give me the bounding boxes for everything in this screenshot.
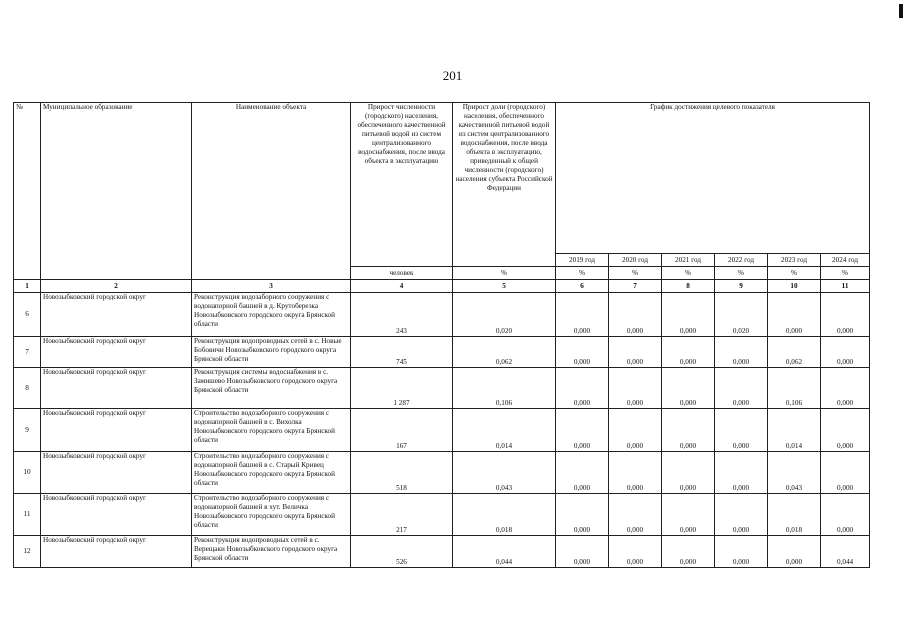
row-municipality: Новозыбковский городской округ	[41, 452, 192, 494]
row-2019: 0,000	[556, 494, 609, 536]
row-2022: 0,000	[715, 536, 768, 568]
unit-percent: %	[609, 267, 662, 280]
row-2019: 0,000	[556, 293, 609, 337]
row-object: Строительство водозаборного сооружения с водонапорной башней в с. Старый Кривец Новозыбковского городского округа Брянской области	[192, 452, 351, 494]
row-2024: 0,000	[821, 409, 870, 452]
row-municipality: Новозыбковский городской округ	[41, 536, 192, 568]
column-number: 4	[351, 280, 453, 293]
row-index: 11	[14, 494, 41, 536]
row-people: 745	[351, 337, 453, 368]
row-2022: 0,000	[715, 409, 768, 452]
row-2022: 0,020	[715, 293, 768, 337]
row-2023: 0,062	[768, 337, 821, 368]
row-municipality: Новозыбковский городской округ	[41, 293, 192, 337]
column-number: 3	[192, 280, 351, 293]
row-index: 9	[14, 409, 41, 452]
row-index: 8	[14, 368, 41, 409]
row-2023: 0,018	[768, 494, 821, 536]
row-share: 0,062	[453, 337, 556, 368]
column-number: 1	[14, 280, 41, 293]
row-2023: 0,106	[768, 368, 821, 409]
row-2020: 0,000	[609, 293, 662, 337]
row-object: Строительство водозаборного сооружения с водонапорной башней в хут. Величка Новозыбковского городского округа Брянской области	[192, 494, 351, 536]
row-2021: 0,000	[662, 494, 715, 536]
table-row	[14, 337, 870, 368]
row-index: 12	[14, 536, 41, 568]
header-municipality: Муниципальное образование	[41, 103, 192, 280]
row-2023: 0,000	[768, 293, 821, 337]
target-indicator-table	[13, 102, 870, 568]
row-object: Реконструкция водопроводных сетей в с. Верещаки Новозыбковского городского округа Брянской области	[192, 536, 351, 568]
row-share: 0,018	[453, 494, 556, 536]
header-schedule: График достижения целевого показателя	[556, 103, 870, 254]
unit-percent: %	[556, 267, 609, 280]
row-people: 217	[351, 494, 453, 536]
row-2020: 0,000	[609, 494, 662, 536]
row-2021: 0,000	[662, 368, 715, 409]
row-share: 0,020	[453, 293, 556, 337]
column-number: 10	[768, 280, 821, 293]
column-number: 11	[821, 280, 870, 293]
column-number: 8	[662, 280, 715, 293]
row-2022: 0,000	[715, 494, 768, 536]
header-year-2020: 2020 год	[609, 254, 662, 267]
row-object: Реконструкция водопроводных сетей в с. Новые Бобовичи Новозыбковского городского округа Брянской области	[192, 337, 351, 368]
row-people: 518	[351, 452, 453, 494]
column-number: 2	[41, 280, 192, 293]
row-share: 0,106	[453, 368, 556, 409]
table-row	[14, 368, 870, 409]
row-2021: 0,000	[662, 293, 715, 337]
row-2020: 0,000	[609, 368, 662, 409]
row-object: Реконструкция водозаборного сооружения с водонапорной башней в д. Крутоберезка Новозыбковского городского округа Брянской области	[192, 293, 351, 337]
row-index: 7	[14, 337, 41, 368]
row-2020: 0,000	[609, 409, 662, 452]
row-2024: 0,000	[821, 293, 870, 337]
row-2024: 0,000	[821, 494, 870, 536]
row-object: Строительство водозаборного сооружения с водонапорной башней в с. Вихолка Новозыбковского городского округа Брянской области	[192, 409, 351, 452]
header-object: Наименование объекта	[192, 103, 351, 280]
unit-people: человек	[351, 267, 453, 280]
row-index: 10	[14, 452, 41, 494]
row-share: 0,044	[453, 536, 556, 568]
row-2024: 0,000	[821, 337, 870, 368]
row-2021: 0,000	[662, 337, 715, 368]
unit-percent: %	[768, 267, 821, 280]
row-municipality: Новозыбковский городской округ	[41, 494, 192, 536]
table-row	[14, 494, 870, 536]
header-year-2019: 2019 год	[556, 254, 609, 267]
row-2020: 0,000	[609, 536, 662, 568]
table-row	[14, 536, 870, 568]
row-2022: 0,000	[715, 452, 768, 494]
row-municipality: Новозыбковский городской округ	[41, 368, 192, 409]
row-2022: 0,000	[715, 368, 768, 409]
table-row	[14, 452, 870, 494]
column-number: 7	[609, 280, 662, 293]
row-municipality: Новозыбковский городской округ	[41, 409, 192, 452]
row-people: 243	[351, 293, 453, 337]
column-number: 9	[715, 280, 768, 293]
header-year-2021: 2021 год	[662, 254, 715, 267]
row-2019: 0,000	[556, 452, 609, 494]
row-2019: 0,000	[556, 536, 609, 568]
unit-percent: %	[821, 267, 870, 280]
table-row	[14, 293, 870, 337]
row-share: 0,014	[453, 409, 556, 452]
header-growth-share: Прирост доли (городского) населения, обеспеченного качественной питьевой водой из систем централизованного водоснабжения, после ввода объекта в эксплуатацию, приведенный к общей численности (городского) населения субъекта Российской Федерации	[453, 103, 556, 267]
row-2021: 0,000	[662, 409, 715, 452]
scan-corner-mark	[899, 4, 903, 18]
row-municipality: Новозыбковский городской округ	[41, 337, 192, 368]
row-2021: 0,000	[662, 536, 715, 568]
header-year-2023: 2023 год	[768, 254, 821, 267]
row-2019: 0,000	[556, 409, 609, 452]
row-2024: 0,044	[821, 536, 870, 568]
table-row	[14, 409, 870, 452]
page-number: 201	[442, 68, 463, 83]
column-number: 6	[556, 280, 609, 293]
header-index: №	[14, 103, 41, 280]
header-growth-people: Прирост численности (городского) населения, обеспеченного качественной питьевой водой из систем централизованного водоснабжения, после ввода объекта в эксплуатацию	[351, 103, 453, 267]
unit-percent: %	[662, 267, 715, 280]
row-people: 167	[351, 409, 453, 452]
row-2021: 0,000	[662, 452, 715, 494]
column-number: 5	[453, 280, 556, 293]
header-year-2022: 2022 год	[715, 254, 768, 267]
row-2023: 0,043	[768, 452, 821, 494]
row-object: Реконструкция системы водоснабжения в с. Замишево Новозыбковского городского округа Брянской области	[192, 368, 351, 409]
row-2022: 0,000	[715, 337, 768, 368]
row-2019: 0,000	[556, 337, 609, 368]
row-2020: 0,000	[609, 337, 662, 368]
row-index: 6	[14, 293, 41, 337]
row-2024: 0,000	[821, 368, 870, 409]
row-2019: 0,000	[556, 368, 609, 409]
row-2023: 0,014	[768, 409, 821, 452]
row-share: 0,043	[453, 452, 556, 494]
row-2020: 0,000	[609, 452, 662, 494]
row-people: 1 287	[351, 368, 453, 409]
row-2024: 0,000	[821, 452, 870, 494]
row-2023: 0,000	[768, 536, 821, 568]
unit-percent: %	[715, 267, 768, 280]
header-year-2024: 2024 год	[821, 254, 870, 267]
unit-percent: %	[453, 267, 556, 280]
row-people: 526	[351, 536, 453, 568]
